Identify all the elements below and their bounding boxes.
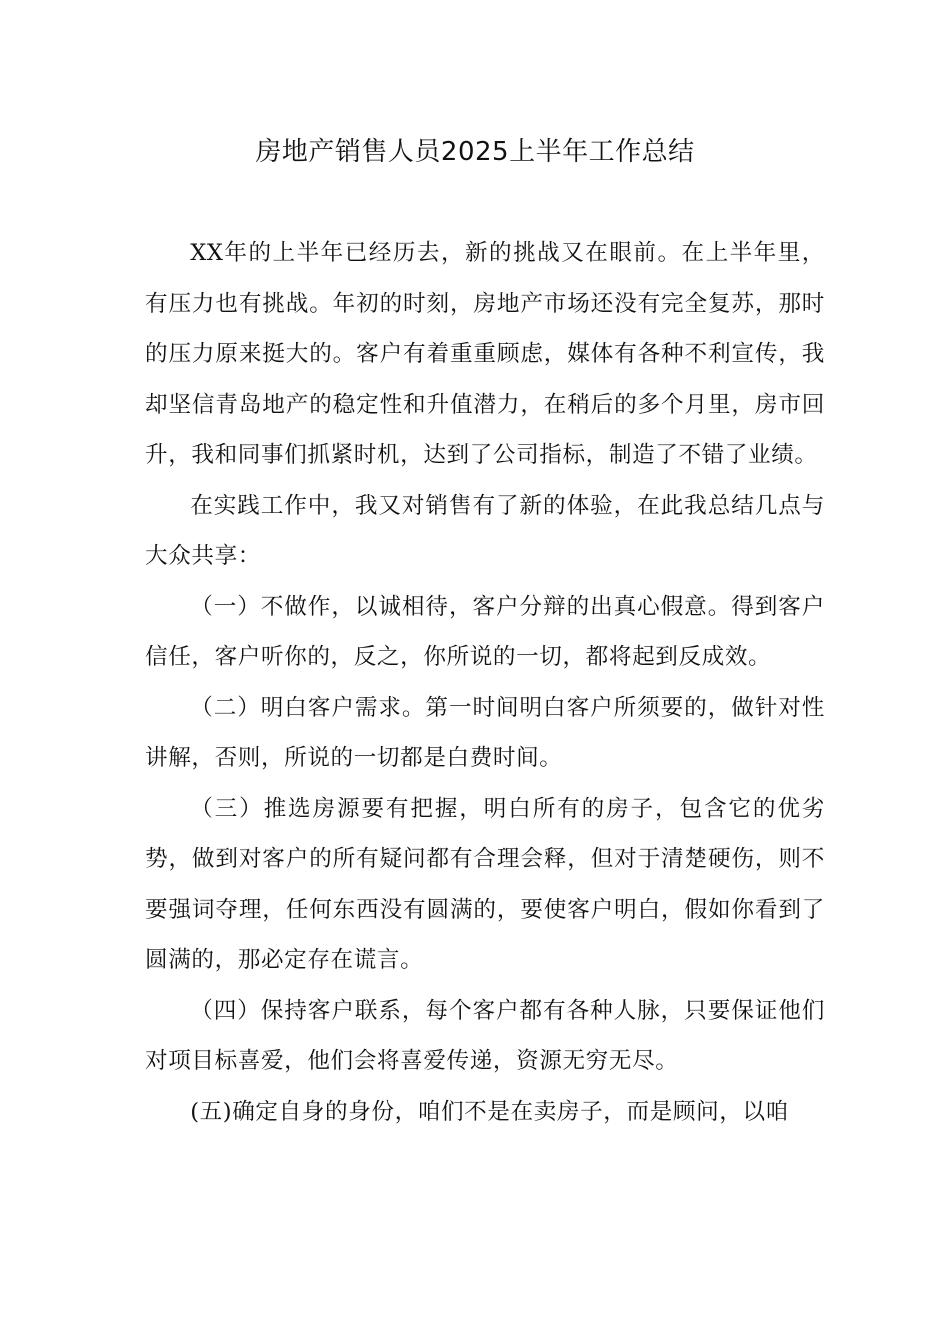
paragraph-point-5: (五)确定自身的身份，咱们不是在卖房子，而是顾问，以咱 [190,1098,789,1125]
paragraph-point-1: （一）不做作，以诚相待，客户分辩的出真心假意。得到客户信任，客户听你的，反之，你所说的一切，都将起到反成效。 [145,593,825,670]
paragraph-point-3: （三）推选房源要有把握，明白所有的房子，包含它的优劣势，做到对客户的所有疑问都有合理会释，但对于清楚硬伤，则不要强词夺理，任何东西没有圆满的，要使客户明白，假如你看到了圆满的，那必定存在谎言。 [145,795,825,973]
paragraph-point-4: （四）保持客户联系，每个客户都有各种人脉，只要保证他们对项目标喜爱，他们会将喜爱传递，资源无穷无尽。 [145,997,825,1074]
paragraph-intro: XX年的上半年已经历去，新的挑战又在眼前。在上半年里，有压力也有挑战。年初的时刻，房地产市场还没有完全复苏，那时的压力原来挺大的。客户有着重重顾虑，媒体有各种不利宣传，我却坚信青岛地产的稳定性和升值潜力，在稍后的多个月里，房市回升，我和同事们抓紧时机，达到了公司指标，制造了不错了业绩。 [145,240,825,468]
paragraph-point-2: （二）明白客户需求。第一时间明白客户所须要的，做针对性讲解，否则，所说的一切都是白费时间。 [145,694,825,771]
document-body [145,228,825,1137]
paragraph-experience: 在实践工作中，我又对销售有了新的体验，在此我总结几点与大众共享： [145,492,825,569]
document-title: 房地产销售人员2025上半年工作总结 [255,137,695,167]
